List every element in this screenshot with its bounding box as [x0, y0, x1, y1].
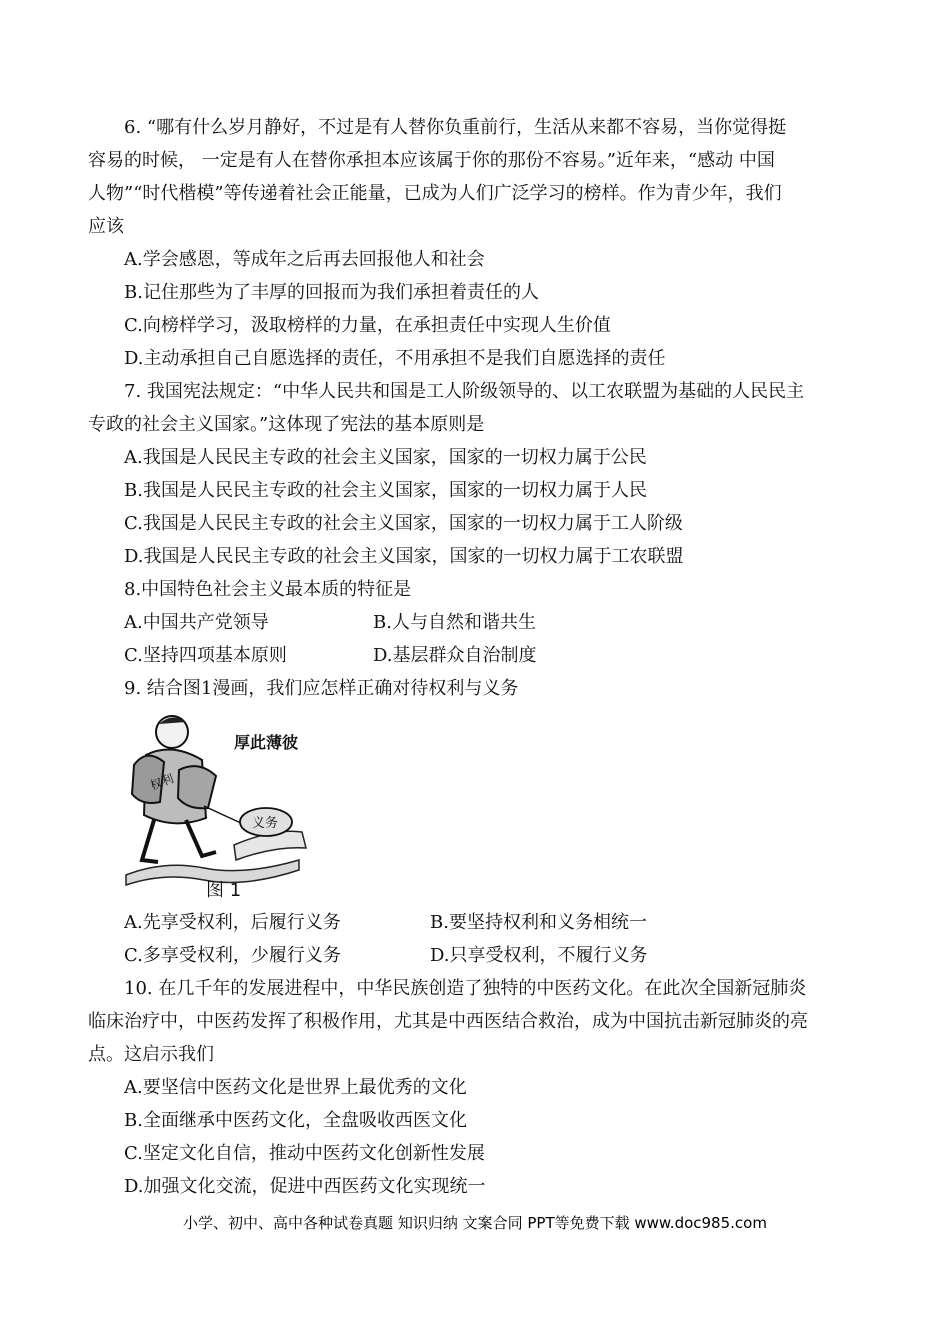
q10-option-a: A.要坚信中医药文化是世界上最优秀的文化: [124, 1077, 467, 1098]
q6-option-a: A.学会感恩，等成年之后再去回报他人和社会: [124, 249, 485, 270]
q6-option-b: B.记住那些为了丰厚的回报而为我们承担着责任的人: [124, 282, 539, 303]
q6-stem-line-2: 容易的时候， 一定是有人在替你承担本应该属于你的那份不容易。”近年来，“感动 中国: [88, 150, 775, 171]
q9-option-c: C.多享受权利，少履行义务: [124, 945, 341, 966]
q8-option-b: B.人与自然和谐共生: [373, 612, 536, 633]
q6-stem-line-3: 人物”“时代楷模”等传递着社会正能量，已成为人们广泛学习的榜样。作为青少年，我们: [88, 183, 782, 204]
q10-option-c: C.坚定文化自信，推动中医药文化创新性发展: [124, 1143, 485, 1164]
q7-option-d: D.我国是人民民主专政的社会主义国家，国家的一切权力属于工农联盟: [124, 546, 684, 567]
q9-option-b: B.要坚持权利和义务相统一: [430, 912, 647, 933]
cartoon-figure: [124, 710, 324, 905]
figure-caption: 图 1: [206, 880, 242, 901]
q8-option-c: C.坚持四项基本原则: [124, 645, 287, 666]
q10-stem-line-3: 点。这启示我们: [88, 1044, 214, 1065]
q7-stem-line-1: 7. 我国宪法规定：“中华人民共和国是工人阶级领导的、以工农联盟为基础的人民民主: [124, 381, 805, 402]
q7-option-b: B.我国是人民民主专政的社会主义国家，国家的一切权力属于人民: [124, 480, 647, 501]
q9-stem: 9. 结合图1漫画，我们应怎样正确对待权利与义务: [124, 678, 519, 699]
q8-option-d: D.基层群众自治制度: [373, 645, 537, 666]
duty-label: 义务: [252, 816, 279, 831]
q10-option-d: D.加强文化交流，促进中西医药文化实现统一: [124, 1176, 486, 1197]
cartoon-illustration: [124, 710, 324, 905]
q10-stem-line-2: 临床治疗中，中医药发挥了积极作用，尤其是中西医结合救治，成为中国抗击新冠肺炎的亮: [88, 1011, 808, 1032]
q6-stem-line-1: 6. “哪有什么岁月静好，不过是有人替你负重前行，生活从来都不容易，当你觉得挺: [124, 117, 787, 138]
q8-stem: 8.中国特色社会主义最本质的特征是: [124, 579, 412, 600]
q8-option-a: A.中国共产党领导: [124, 612, 269, 633]
q7-stem-line-2: 专政的社会主义国家。”这体现了宪法的基本原则是: [88, 414, 485, 435]
q10-stem-line-1: 10. 在几千年的发展进程中，中华民族创造了独特的中医药文化。在此次全国新冠肺炎: [124, 978, 807, 999]
q7-option-a: A.我国是人民民主专政的社会主义国家，国家的一切权力属于公民: [124, 447, 647, 468]
q9-option-a: A.先享受权利，后履行义务: [124, 912, 341, 933]
cartoon-title: 厚此薄彼: [234, 733, 299, 752]
q6-option-c: C.向榜样学习，汲取榜样的力量，在承担责任中实现人生价值: [124, 315, 611, 336]
rights-label: 权利: [148, 771, 176, 793]
footer-advert: 小学、初中、高中各种试卷真题 知识归纳 文案合同 PPT等免费下载 www.doc985.com: [183, 1214, 767, 1232]
q7-option-c: C.我国是人民民主专政的社会主义国家，国家的一切权力属于工人阶级: [124, 513, 683, 534]
q9-option-d: D.只享受权利，不履行义务: [430, 945, 648, 966]
q6-option-d: D.主动承担自己自愿选择的责任，不用承担不是我们自愿选择的责任: [124, 348, 666, 369]
q6-stem-line-4: 应该: [88, 216, 124, 237]
q10-option-b: B.全面继承中医药文化，全盘吸收西医文化: [124, 1110, 467, 1131]
